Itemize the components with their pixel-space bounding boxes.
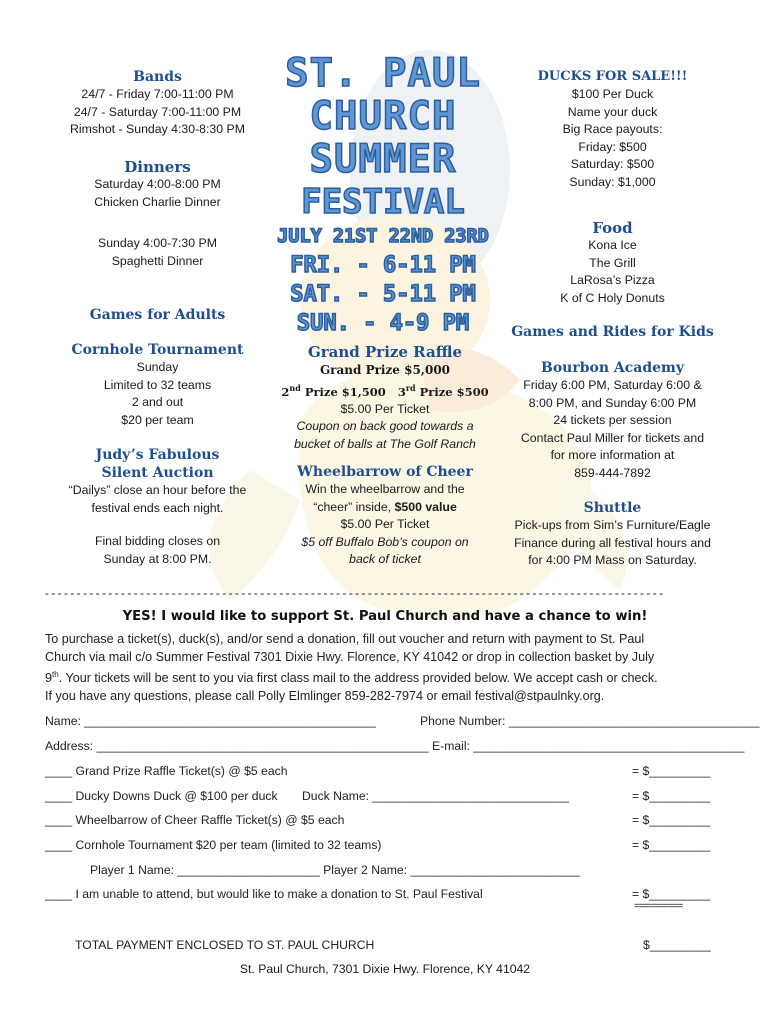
shuttle-section xyxy=(500,499,725,570)
total-double-rule: ========== xyxy=(634,901,683,912)
raffle-ticket-amount[interactable]: = $_________ xyxy=(632,764,711,778)
support-paragraph xyxy=(45,631,735,705)
ducks-heading: DUCKS FOR SALE!!! xyxy=(537,69,688,84)
food-item: Kona Ice xyxy=(588,238,637,252)
second-prize-sup: nd xyxy=(289,382,301,393)
raffle-section xyxy=(270,342,500,453)
donation-line[interactable]: ____ I am unable to attend, but would like to make a donation to St. Paul Festival xyxy=(45,887,483,901)
silent-auction-section xyxy=(50,446,265,568)
title-saturday: SAT. - 5-11 PM xyxy=(290,282,476,307)
adult-games-heading-box xyxy=(55,306,260,324)
auction-heading-2: Silent Auction xyxy=(101,465,214,481)
wheelbarrow-line: Win the wheelbarrow and the xyxy=(305,482,465,496)
wheelbarrow-value-line xyxy=(270,499,500,517)
raffle-second-third xyxy=(270,380,500,401)
ducks-line: Saturday: $500 xyxy=(570,157,655,171)
support-date: 9 xyxy=(45,671,53,686)
food-section xyxy=(510,219,715,307)
shuttle-line: Finance during all festival hours and xyxy=(514,535,711,550)
duck-amount[interactable]: = $_________ xyxy=(632,789,711,803)
cut-line-divider: - - - - - - - - - - - - - - - - - - - - - - - - - - - - - - - - - - - - - - - - - - - - - - - - - - - - - - - - - - - - - - - - - - - - - - - - - - - - - - - - - - - - - - - - - - - - - - - - - - xyxy=(45,586,663,600)
wheelbarrow-ticket-qty[interactable]: ____ Wheelbarrow of Cheer Raffle Ticket(s) @ $5 each xyxy=(45,813,345,827)
raffle-price: $5.00 Per Ticket xyxy=(340,401,430,416)
third-prize-sup: rd xyxy=(405,382,416,393)
title-line-2: CHURCH xyxy=(309,94,457,139)
player-names-field[interactable]: Player 1 Name: _____________________ Player 2 Name: _________________________ xyxy=(90,863,580,877)
cornhole-heading: Cornhole Tournament xyxy=(71,342,244,358)
dinner-sunday-time: Sunday 4:00-7:30 PM xyxy=(98,236,217,250)
food-heading: Food xyxy=(592,219,633,237)
wheelbarrow-coupon-line: back of ticket xyxy=(349,552,421,566)
food-item: K of C Holy Donuts xyxy=(560,290,665,305)
bourbon-section xyxy=(500,359,725,482)
adult-games-heading: Games for Adults xyxy=(89,307,226,323)
ducks-line: Friday: $500 xyxy=(578,139,647,154)
bands-line: 24/7 - Saturday 7:00-11:00 PM xyxy=(73,104,242,119)
title-line-1: ST. PAUL xyxy=(285,51,481,96)
shuttle-heading: Shuttle xyxy=(583,500,642,516)
cornhole-line: 2 and out xyxy=(131,395,184,409)
support-heading: YES! I would like to support St. Paul Church and have a chance to win! xyxy=(122,609,648,624)
bourbon-line: 859-444-7892 xyxy=(574,465,651,480)
wheelbarrow-amount[interactable]: = $_________ xyxy=(632,813,711,827)
auction-heading-1: Judy’s Fabulous xyxy=(95,447,220,463)
wheelbarrow-section xyxy=(270,463,500,569)
auction-line: festival ends each night. xyxy=(91,500,224,515)
bands-line: Rimshot - Sunday 4:30-8:30 PM xyxy=(70,122,245,136)
cornhole-line: Sunday xyxy=(136,360,179,374)
second-prize-num: 2 xyxy=(281,384,290,399)
total-label: TOTAL PAYMENT ENCLOSED TO ST. PAUL CHURCH xyxy=(75,938,375,952)
food-item: LaRosa’s Pizza xyxy=(570,273,655,287)
bourbon-line: for more information at xyxy=(550,448,675,462)
support-date-sup: th xyxy=(52,670,59,679)
wheelbarrow-coupon-line: $5 off Buffalo Bob’s coupon on xyxy=(301,534,469,549)
dinner-sunday-menu: Spaghetti Dinner xyxy=(111,253,204,268)
email-field[interactable]: E-mail: ________________________________________ xyxy=(432,739,745,753)
ducks-line: Big Race payouts: xyxy=(562,122,663,136)
dinner-saturday-menu: Chicken Charlie Dinner xyxy=(94,194,221,209)
kids-games-heading-box xyxy=(500,323,725,341)
title-friday: FRI. - 6-11 PM xyxy=(290,253,476,278)
bands-heading: Bands xyxy=(133,69,182,85)
shuttle-line: for 4:00 PM Mass on Saturday. xyxy=(528,553,697,567)
wheelbarrow-cheer-text: “cheer” inside, xyxy=(313,499,395,514)
ducks-section xyxy=(510,68,715,191)
bands-line: 24/7 - Friday 7:00-11:00 PM xyxy=(81,87,234,101)
kids-games-heading: Games and Rides for Kids xyxy=(511,324,714,340)
dinners-heading: Dinners xyxy=(124,158,191,176)
support-line: To purchase a ticket(s), duck(s), and/or send a donation, fill out voucher and return with payment to St. Paul xyxy=(45,632,645,646)
duck-name-field[interactable]: Duck Name: _____________________________ xyxy=(302,789,570,803)
support-text: . Your tickets will be sent to you via first class mail to the address provided below. We accept cash or check. xyxy=(58,671,658,686)
support-line: If you have any questions, please call Polly Elmlinger 859-282-7974 or email festival@stpaulnky.org. xyxy=(45,688,605,703)
title-dates: JULY 21ST 22ND 23RD xyxy=(277,226,489,247)
raffle-heading: Grand Prize Raffle xyxy=(307,343,463,361)
bands-section xyxy=(55,68,260,139)
title-line-3: SUMMER xyxy=(309,137,457,182)
phone-field[interactable]: Phone Number: _____________________________________ xyxy=(420,714,760,728)
festival-title xyxy=(272,52,494,338)
raffle-ticket-qty[interactable]: ____ Grand Prize Raffle Ticket(s) @ $5 each xyxy=(45,764,288,778)
third-prize-num: 3 xyxy=(397,384,406,399)
donation-amount[interactable]: = $_________ xyxy=(632,887,711,901)
bourbon-line: Friday 6:00 PM, Saturday 6:00 & xyxy=(523,378,702,392)
ducks-line: Name your duck xyxy=(567,104,658,119)
raffle-coupon-line: Coupon on back good towards a xyxy=(296,419,474,434)
cornhole-amount[interactable]: = $_________ xyxy=(632,838,711,852)
cornhole-team-qty[interactable]: ____ Cornhole Tournament $20 per team (limited to 32 teams) xyxy=(45,838,382,852)
cornhole-line: Limited to 32 teams xyxy=(103,377,212,392)
dinners-section xyxy=(55,158,260,270)
footer-address: St. Paul Church, 7301 Dixie Hwy. Florence, KY 41042 xyxy=(239,962,531,976)
third-prize-text: Prize $500 xyxy=(415,384,489,399)
bourbon-heading: Bourbon Academy xyxy=(540,360,684,376)
food-item: The Grill xyxy=(589,255,636,270)
bourbon-line: 8:00 PM, and Sunday 6:00 PM xyxy=(528,395,697,410)
address-field[interactable]: Address: _________________________________________________ xyxy=(45,739,429,753)
cornhole-line: $20 per team xyxy=(121,412,194,427)
support-line: Church via mail c/o Summer Festival 7301 Dixie Hwy. Florence, KY 41042 or drop in collection basket by July xyxy=(45,649,655,664)
ducks-line: $100 Per Duck xyxy=(571,87,654,101)
cornhole-section xyxy=(55,341,260,429)
auction-line: “Dailys” close an hour before the xyxy=(68,483,247,497)
duck-qty[interactable]: ____ Ducky Downs Duck @ $100 per duck xyxy=(45,789,278,803)
dinner-saturday-time: Saturday 4:00-8:00 PM xyxy=(94,177,221,191)
bourbon-line: 24 tickets per session xyxy=(553,413,672,427)
raffle-coupon-line: bucket of balls at The Golf Ranch xyxy=(294,436,476,451)
bourbon-line: Contact Paul Miller for tickets and xyxy=(520,430,705,445)
support-line-3 xyxy=(45,666,735,688)
wheelbarrow-price: $5.00 Per Ticket xyxy=(340,517,430,531)
auction-line: Sunday at 8:00 PM. xyxy=(103,551,212,566)
wheelbarrow-heading: Wheelbarrow of Cheer xyxy=(297,464,473,480)
total-amount[interactable]: $_________ xyxy=(643,938,711,952)
raffle-grand-prize: Grand Prize $5,000 xyxy=(319,363,451,377)
name-field[interactable]: Name: ___________________________________________ xyxy=(45,714,376,728)
second-prize-text: Prize $1,500 xyxy=(300,384,386,399)
title-sunday: SUN. - 4-9 PM xyxy=(296,311,470,336)
wheelbarrow-value: $500 value xyxy=(394,499,457,514)
auction-line: Final bidding closes on xyxy=(94,534,221,548)
shuttle-line: Pick-ups from Sim’s Furniture/Eagle xyxy=(514,518,711,532)
ducks-line: Sunday: $1,000 xyxy=(569,174,656,189)
title-line-4: FESTIVAL xyxy=(301,182,465,222)
